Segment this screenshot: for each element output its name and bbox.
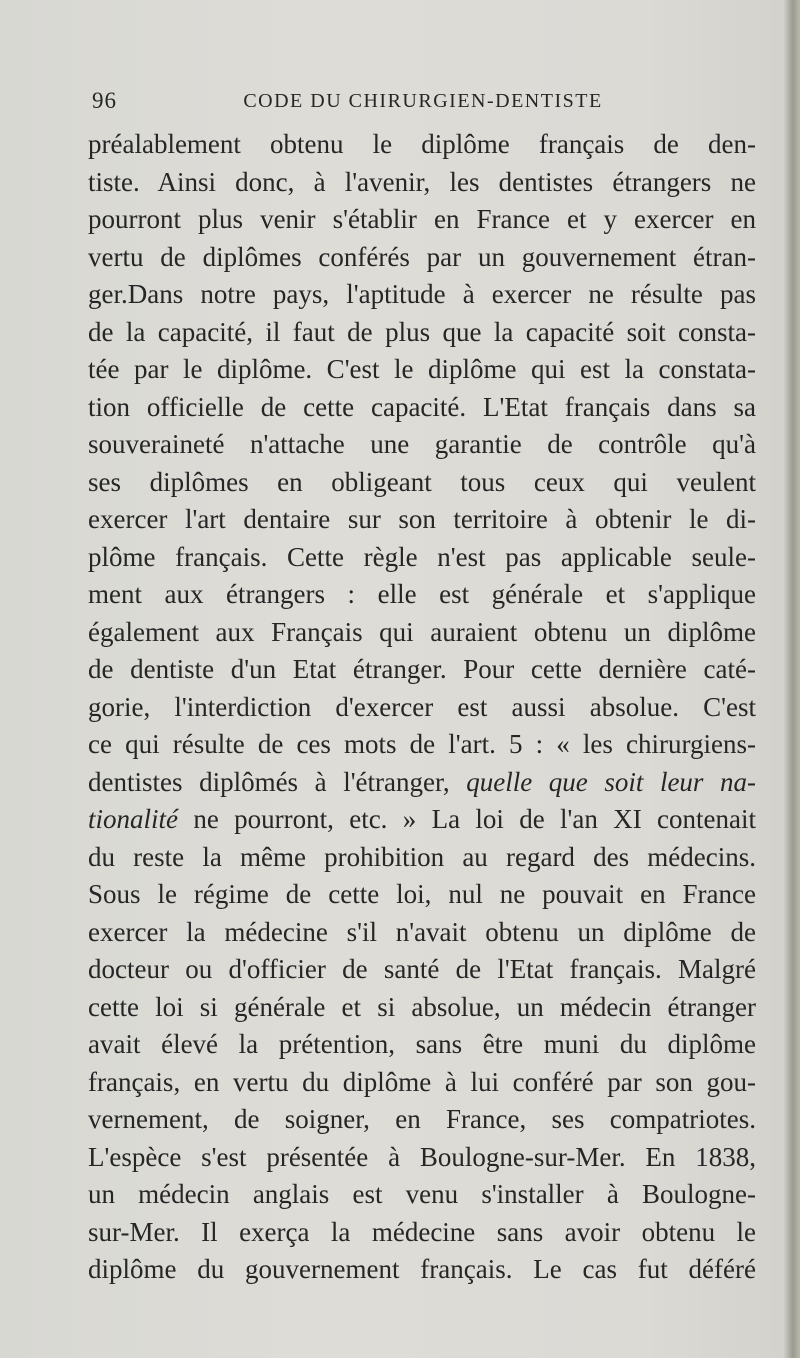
text-line-with-italic — [88, 801, 756, 839]
italic-quote: quelle que soit leur na- — [466, 766, 756, 797]
text-line: français, en vertu du diplôme à lui conféré par son gou- — [88, 1066, 756, 1097]
text-line: ger.Dans notre pays, l'aptitude à exercer ne résulte pas — [88, 279, 756, 309]
italic-quote: tionalité — [88, 804, 178, 834]
text-line: Sous le régime de cette loi, nul ne pouvait en France — [88, 879, 756, 909]
text-line: ce qui résulte de ces mots de l'art. 5 : « les chirurgiens- — [88, 729, 756, 759]
text-line: de dentiste d'un Etat étranger. Pour cette dernière caté- — [88, 654, 756, 684]
text-line: cette loi si générale et si absolue, un médecin étranger — [88, 991, 756, 1022]
text-line: L'espèce s'est présentée à Boulogne-sur-Mer. En 1838, — [88, 1141, 756, 1172]
text-line: exercer la médecine s'il n'avait obtenu un diplôme de — [88, 916, 756, 947]
text-line-with-italic — [88, 764, 756, 802]
page-header — [92, 88, 754, 114]
text-line: sur-Mer. Il exerça la médecine sans avoir obtenu le — [88, 1216, 756, 1247]
text-line: docteur ou d'officier de santé de l'Etat français. Malgré — [88, 954, 756, 984]
text-line: également aux Français qui auraient obtenu un diplôme — [88, 616, 756, 647]
page-number: 96 — [92, 88, 117, 113]
text-line: pourront plus venir s'établir en France et y exercer en — [88, 204, 756, 234]
text-segment: dentistes diplômés à l'étranger, — [88, 766, 467, 797]
text-line: préalablement obtenu le diplôme français de den- — [88, 129, 756, 159]
text-line: souveraineté n'attache une garantie de contrôle qu'à — [88, 429, 756, 459]
text-line: un médecin anglais est venu s'installer à Boulogne- — [88, 1179, 756, 1209]
text-line: du reste la même prohibition au regard des médecins. — [88, 841, 756, 872]
text-line: vertu de diplômes conférés par un gouvernement étran- — [88, 241, 756, 272]
running-head: CODE DU CHIRURGIEN-DENTISTE — [243, 90, 603, 112]
text-segment: ne pourront, etc. » La loi de l'an XI contenait — [178, 804, 756, 834]
text-line: gorie, l'interdiction d'exercer est aussi absolue. C'est — [88, 691, 756, 722]
text-line: plôme français. Cette règle n'est pas applicable seule- — [88, 541, 756, 572]
text-line: tée par le diplôme. C'est le diplôme qui est la constata- — [88, 354, 756, 384]
text-line: avait élevé la prétention, sans être muni du diplôme — [88, 1029, 756, 1059]
text-line: tion officielle de cette capacité. L'Etat français dans sa — [88, 391, 756, 422]
text-line: diplôme du gouvernement français. Le cas fut déféré — [88, 1254, 756, 1284]
page-edge — [784, 0, 800, 1358]
text-line: tiste. Ainsi donc, à l'avenir, les dentistes étrangers ne — [88, 166, 756, 197]
text-line: ment aux étrangers : elle est générale et s'applique — [88, 579, 756, 609]
text-line: ses diplômes en obligeant tous ceux qui veulent — [88, 466, 756, 497]
text-line: exercer l'art dentaire sur son territoire à obtenir le di- — [88, 504, 756, 534]
text-line: de la capacité, il faut de plus que la capacité soit consta- — [88, 316, 756, 347]
text-line: vernement, de soigner, en France, ses compatriotes. — [88, 1104, 756, 1134]
body-text — [88, 126, 756, 1289]
